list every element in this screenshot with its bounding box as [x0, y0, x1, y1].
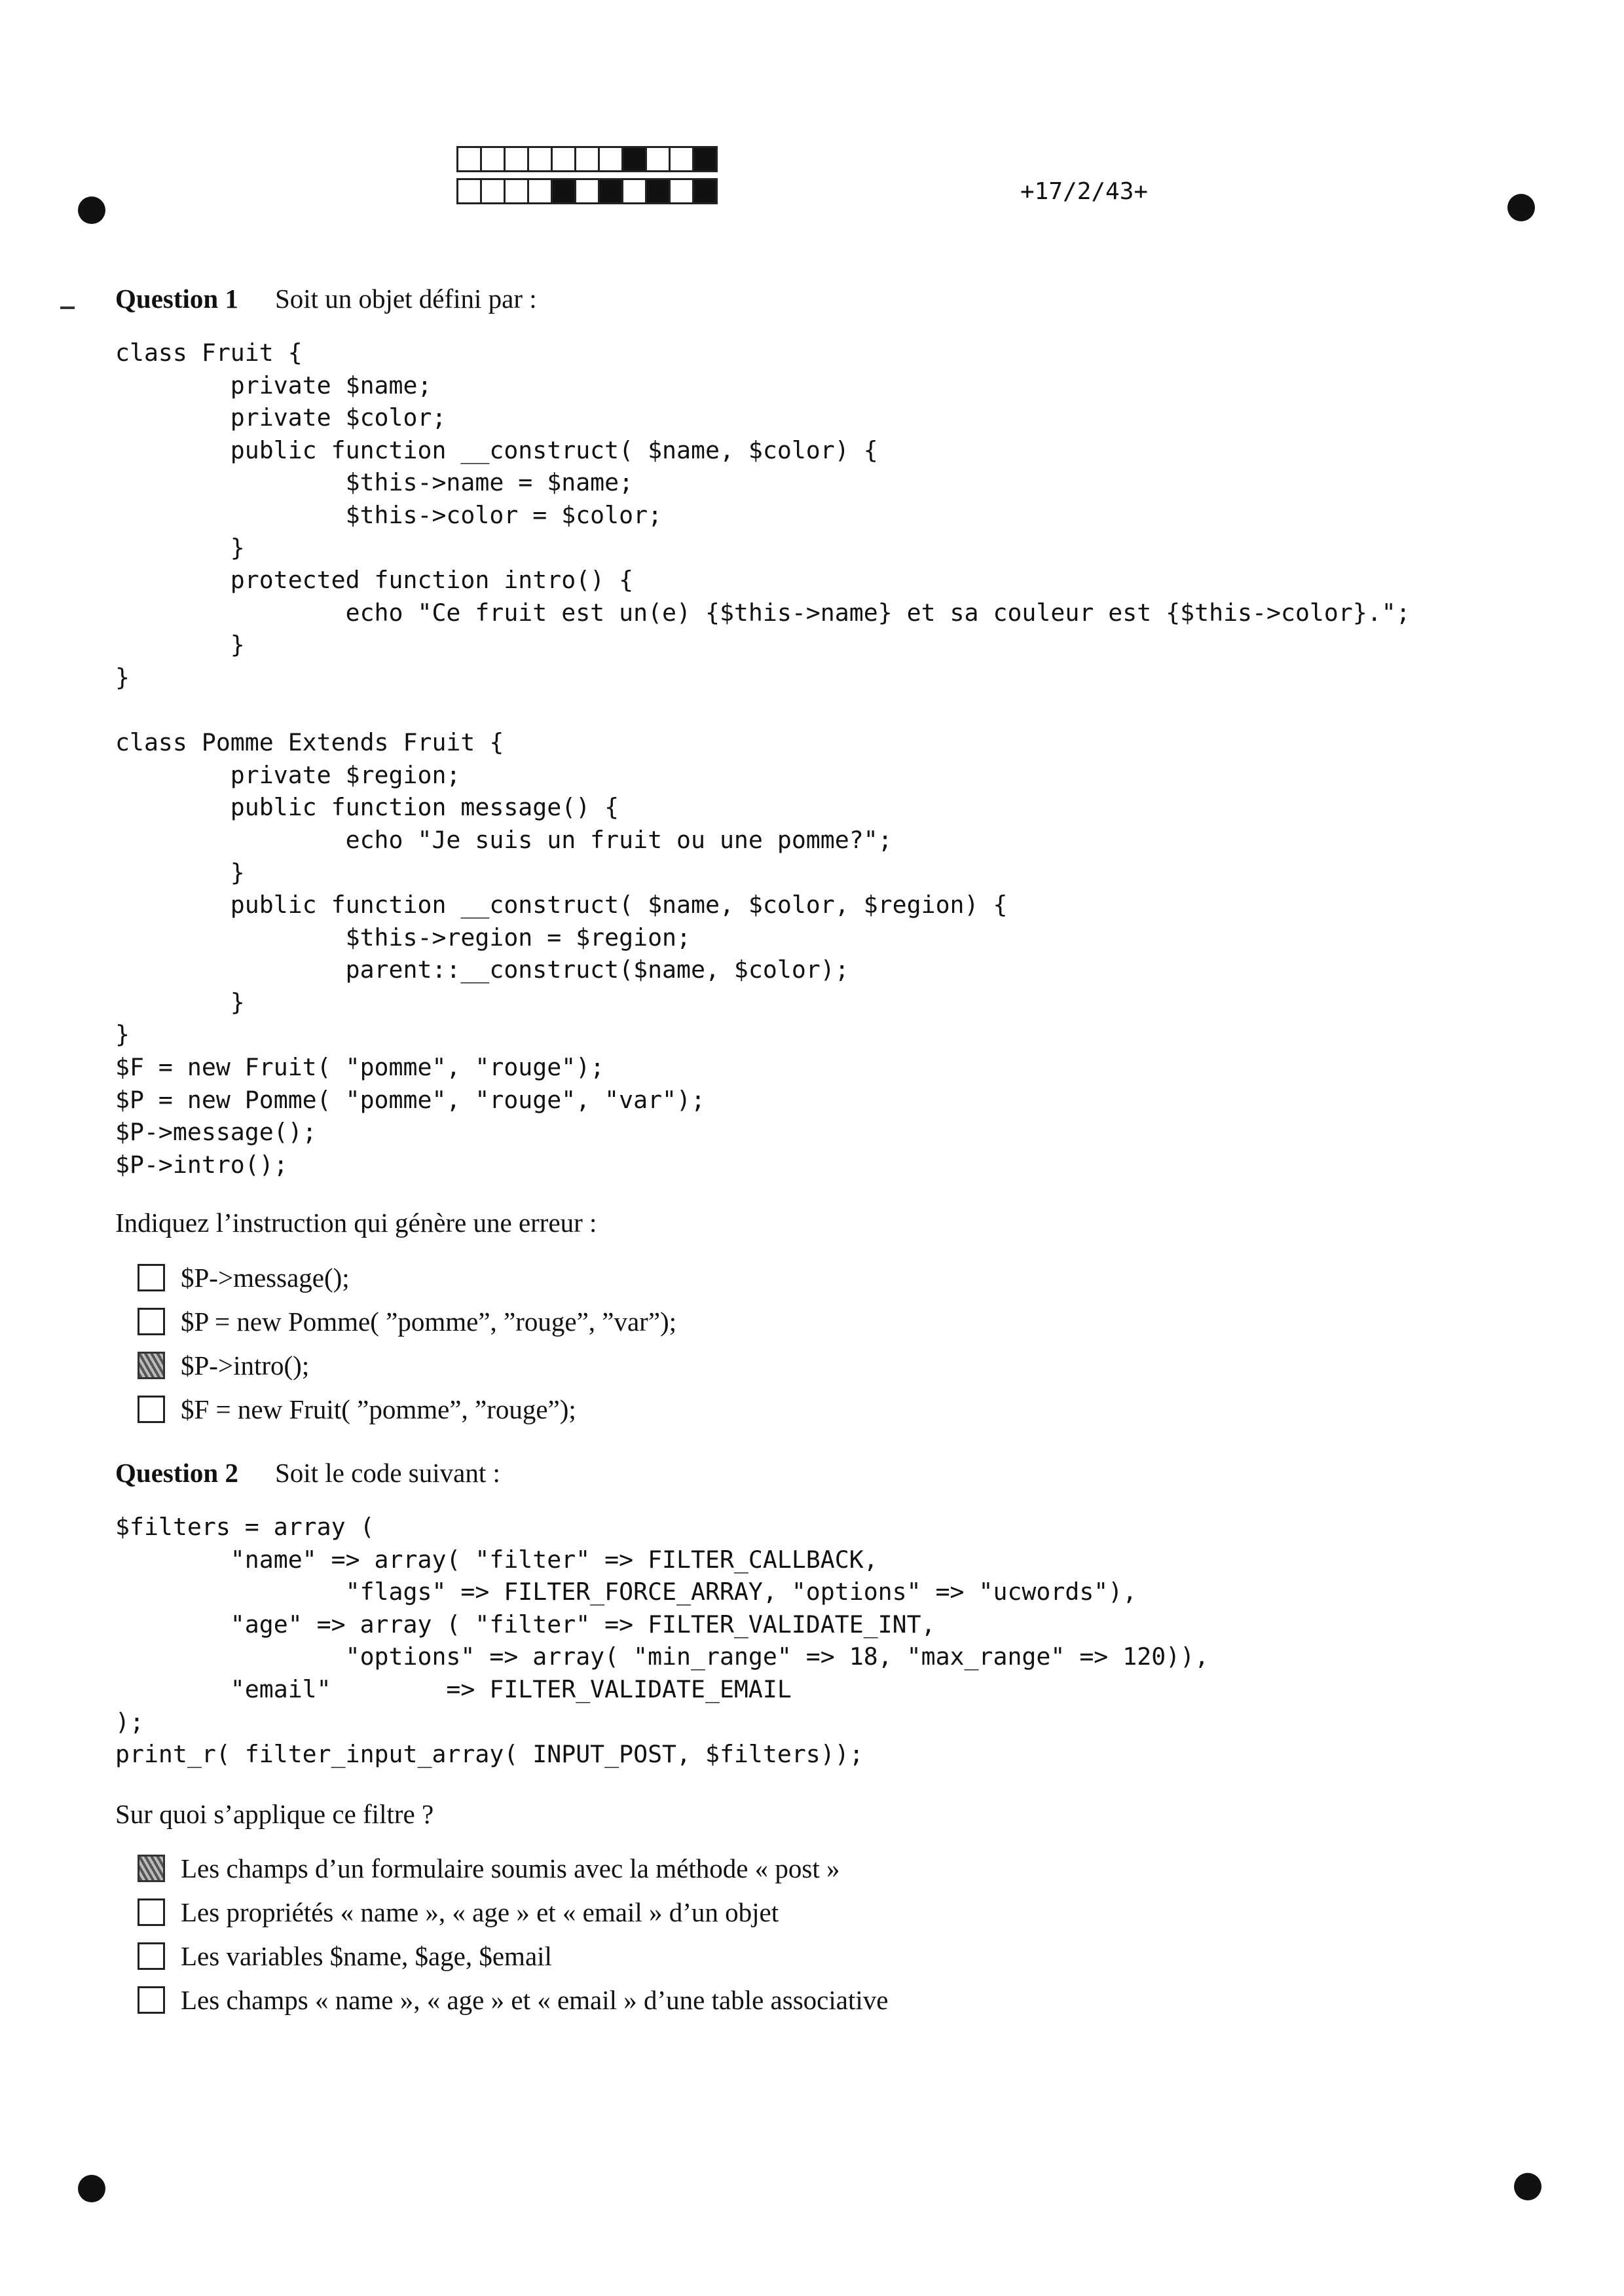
- checkbox[interactable]: [138, 1308, 165, 1335]
- choice-label: Les propriétés « name », « age » et « email » d’un objet: [181, 1897, 779, 1927]
- question-2-heading: [115, 1457, 500, 1489]
- answer-choice[interactable]: [138, 1348, 309, 1382]
- question-title: Soit un objet défini par :: [274, 284, 537, 314]
- barcode-cell: [458, 148, 482, 170]
- barcode-cell: [623, 180, 647, 202]
- choice-label: $P->message();: [181, 1263, 350, 1293]
- choice-label: $P = new Pomme( ”pomme”, ”rouge”, ”var”);: [181, 1306, 677, 1337]
- barcode-cell: [553, 148, 576, 170]
- answer-choice[interactable]: [138, 1851, 840, 1885]
- choice-label: $P->intro();: [181, 1350, 310, 1380]
- barcode-cell: [694, 180, 716, 202]
- barcode-cell: [482, 148, 506, 170]
- registration-mark-bottom-left: [78, 2175, 105, 2202]
- barcode-cell: [506, 148, 529, 170]
- answer-choice[interactable]: [138, 1939, 552, 1973]
- registration-mark-top-left: [78, 196, 105, 224]
- barcode-cell: [694, 148, 716, 170]
- choice-label: Les champs « name », « age » et « email » d’une table associative: [181, 1985, 889, 2015]
- answer-choice[interactable]: [138, 1983, 888, 2017]
- answer-choice[interactable]: [138, 1392, 576, 1426]
- choice-label: Les champs d’un formulaire soumis avec la méthode « post »: [181, 1853, 840, 1883]
- barcode-cell: [600, 148, 623, 170]
- question-1-heading: [115, 283, 537, 314]
- checkbox[interactable]: [138, 1986, 165, 2014]
- question-label: Question 1: [115, 284, 238, 314]
- question-2-prompt: Sur quoi s’applique ce filtre ?: [115, 1799, 434, 1829]
- question-title: Soit le code suivant :: [274, 1458, 500, 1488]
- answer-choice[interactable]: [138, 1261, 350, 1295]
- checkbox-checked[interactable]: [138, 1855, 165, 1882]
- choice-label: $F = new Fruit( ”pomme”, ”rouge”);: [181, 1394, 576, 1424]
- barcode-row-top: [456, 146, 718, 172]
- barcode-row-bottom: [456, 178, 718, 204]
- question-2-code: $filters = array ( "name" => array( "filter" => FILTER_CALLBACK, "flags" => FILTER_FORCE_ARRAY, "options" => "ucwords"), "age" => array ( "filter" => FILTER_VALIDATE_INT, "options" => array( "min_range" => 18, "max_range" => 120)), "email" => FILTER_VALIDATE_EMAIL ); print_r( filter_input_array( INPUT_POST, $filters));: [115, 1513, 1209, 1769]
- question-label: Question 2: [115, 1458, 238, 1488]
- barcode-cell: [458, 180, 482, 202]
- barcode-cell: [529, 180, 553, 202]
- checkbox[interactable]: [138, 1942, 165, 1970]
- answer-choice[interactable]: [138, 1895, 779, 1929]
- barcode-cell: [671, 180, 694, 202]
- checkbox-checked[interactable]: [138, 1352, 165, 1379]
- checkbox[interactable]: [138, 1264, 165, 1291]
- margin-mark: [60, 306, 75, 309]
- barcode-cell: [647, 148, 671, 170]
- registration-mark-top-right: [1507, 194, 1535, 221]
- checkbox[interactable]: [138, 1396, 165, 1423]
- barcode-cell: [529, 148, 553, 170]
- barcode-cell: [647, 180, 671, 202]
- barcode-cell: [576, 148, 600, 170]
- barcode-cell: [553, 180, 576, 202]
- barcode-cell: [671, 148, 694, 170]
- answer-choice[interactable]: [138, 1305, 676, 1339]
- question-1-code: class Fruit { private $name; private $color; public function __construct( $name, $color) { $this->name = $name; $this->color = $color; } protected function intro() { echo "Ce fruit est un(e) {$this->name} et sa couleur est {$this->color}."; } } class Pomme Extends Fruit { private $region; public function message() { echo "Je suis un fruit ou une pomme?"; } public function __construct( $name, $color, $region) { $this->region = $region; parent::__construct($name, $color); } } $F = new Fruit( "pomme", "rouge"); $P = new Pomme( "pomme", "rouge", "var"); $P->message(); $P->intro();: [115, 339, 1411, 1179]
- barcode-cell: [600, 180, 623, 202]
- checkbox[interactable]: [138, 1898, 165, 1926]
- barcode-cell: [506, 180, 529, 202]
- barcode-cell: [482, 180, 506, 202]
- question-1-prompt: Indiquez l’instruction qui génère une erreur :: [115, 1208, 597, 1238]
- barcode-cell: [576, 180, 600, 202]
- barcode-cell: [623, 148, 647, 170]
- page-code: +17/2/43+: [1020, 178, 1149, 205]
- registration-mark-bottom-right: [1514, 2173, 1541, 2200]
- choice-label: Les variables $name, $age, $email: [181, 1941, 552, 1971]
